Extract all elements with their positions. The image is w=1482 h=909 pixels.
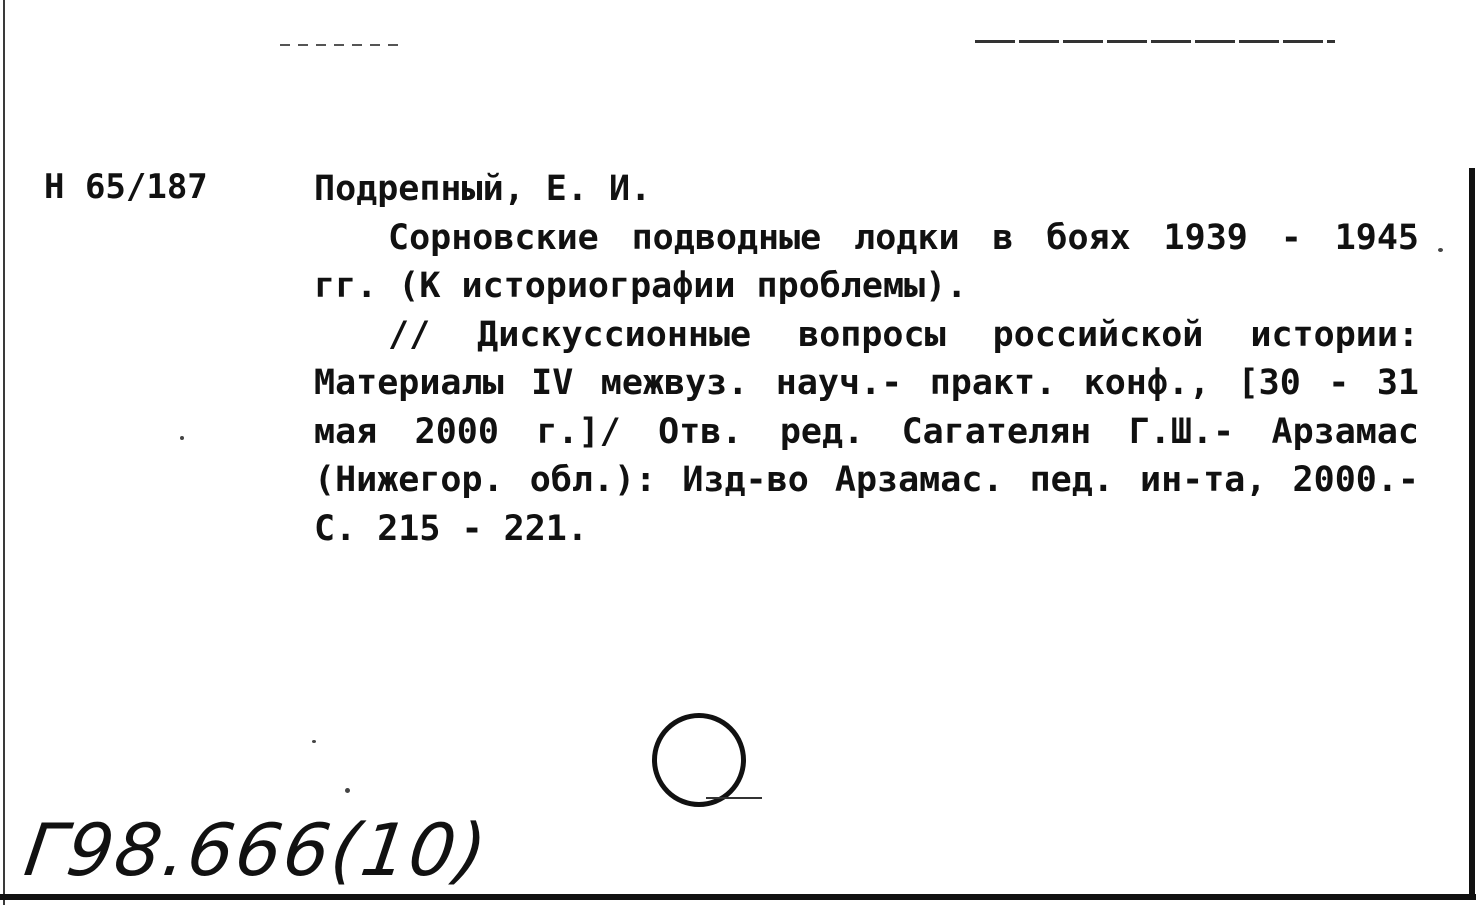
title-paragraph: Сорновские подводные лодки в боях 1939 - 1945 гг. (К историографии проблемы). — [314, 217, 1419, 306]
scan-speck — [345, 788, 350, 793]
card-left-edge — [3, 0, 5, 905]
scan-speck — [180, 436, 184, 440]
author: Подрепный, Е. И. — [314, 169, 652, 209]
card-top-mark — [975, 40, 1335, 43]
handwritten-shelfmark: Г98.666(10) — [19, 808, 494, 892]
scan-speck — [1438, 248, 1443, 252]
card-punch-hole — [652, 713, 746, 807]
card-right-edge — [1469, 168, 1475, 896]
hole-mark — [706, 797, 762, 799]
source-paragraph: // Дискуссионные вопросы российской истории: Материалы IV межвуз. науч.- практ. конф., [30 - 31 мая 2000 г.]/ Отв. ред. Сагателян Г.Ш.- Арзамас (Нижегор. обл.): Изд-во Арзамас. пед. ин-та, 2000.-С. 215 - 221. — [314, 314, 1419, 549]
card-bottom-edge — [0, 894, 1476, 900]
card-top-mark — [280, 44, 400, 46]
scan-speck — [312, 740, 316, 743]
bibliographic-entry — [314, 165, 1419, 553]
call-number: Н 65/187 — [44, 167, 208, 207]
